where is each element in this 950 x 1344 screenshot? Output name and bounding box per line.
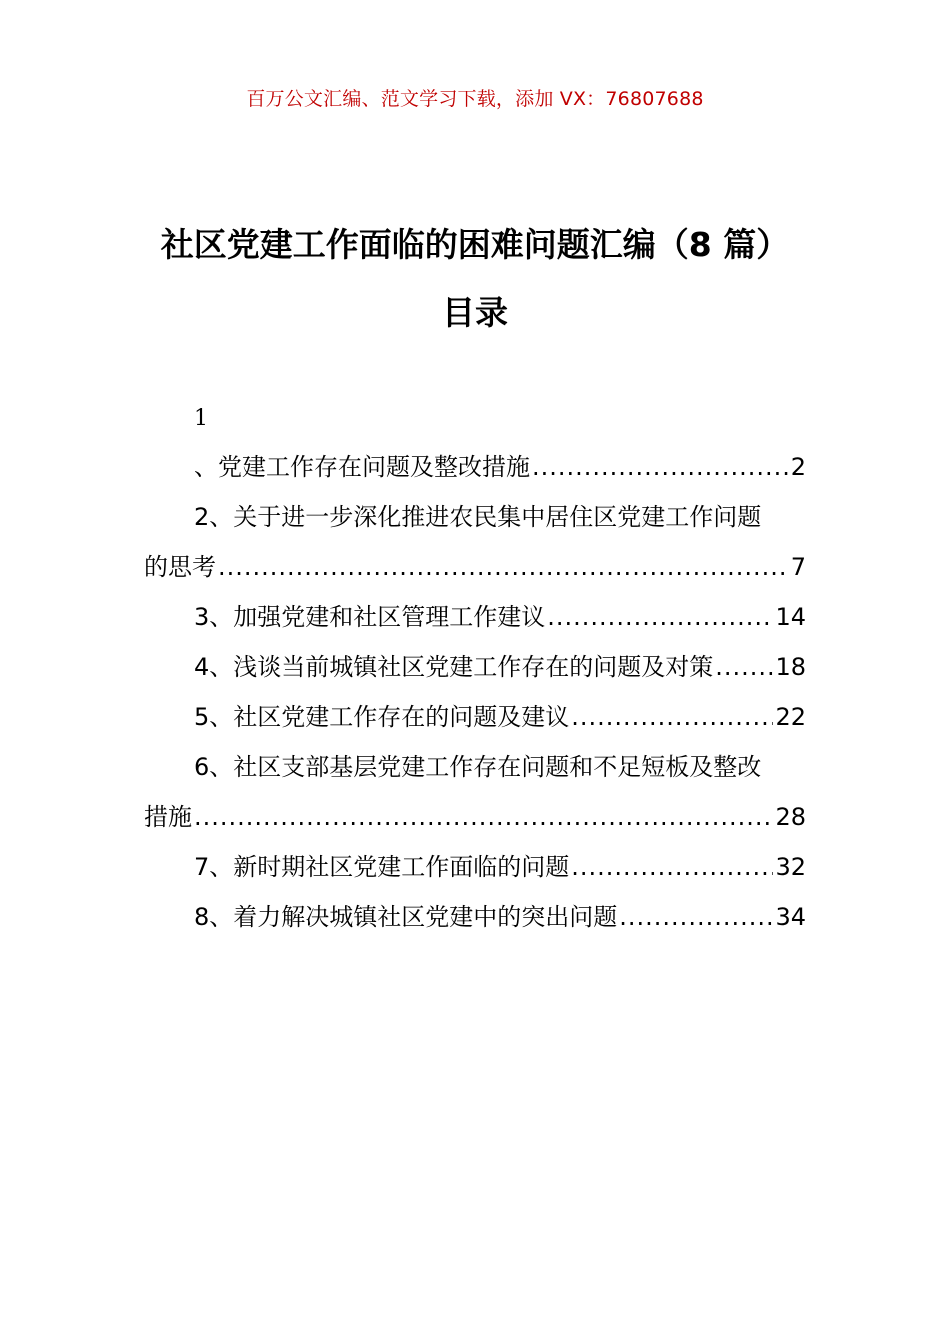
toc-entry-title: 3、加强党建和社区管理工作建议 [194, 603, 546, 631]
toc-page-number: 18 [775, 653, 806, 681]
toc-page-number: 7 [790, 553, 806, 581]
toc-entry-5[interactable] [144, 692, 806, 742]
toc-page-number: 32 [775, 853, 806, 881]
toc-entry-8[interactable] [144, 892, 806, 942]
toc-entry-title: 4、浅谈当前城镇社区党建工作存在的问题及对策 [194, 653, 714, 681]
toc-entry-3[interactable] [144, 592, 806, 642]
toc-entry-6[interactable] [144, 742, 806, 842]
toc-page-number: 22 [775, 703, 806, 731]
toc-page-number: 28 [775, 803, 806, 831]
dot-leader [532, 442, 789, 492]
header-note: 百万公文汇编、范文学习下载，添加 VX：76807688 [246, 88, 704, 110]
toc-entry-1[interactable] [144, 442, 806, 492]
dot-leader [715, 642, 773, 692]
dot-leader [218, 542, 789, 592]
dot-leader [571, 842, 773, 892]
toc-entry-title: 6、社区支部基层党建工作存在问题和不足短板及整改 [194, 753, 762, 781]
toc-entry-4[interactable] [144, 642, 806, 692]
dot-leader [571, 692, 773, 742]
toc-page-number: 34 [775, 903, 806, 931]
toc-entry-7[interactable] [144, 842, 806, 892]
toc-first-number: 1 [194, 406, 208, 431]
toc-heading: 目录 [442, 293, 508, 332]
toc-entry-title-continued: 的思考 [144, 553, 216, 581]
toc-entry-title: 2、关于进一步深化推进农民集中居住区党建工作问题 [194, 503, 762, 531]
dot-leader [619, 892, 773, 942]
toc-entry-title: 、党建工作存在问题及整改措施 [194, 453, 530, 481]
toc-entry-title: 5、社区党建工作存在的问题及建议 [194, 703, 570, 731]
toc-entry-2[interactable] [144, 492, 806, 592]
toc-entry-title-continued: 措施 [144, 803, 192, 831]
toc-entry-title: 8、着力解决城镇社区党建中的突出问题 [194, 903, 618, 931]
dot-leader [194, 792, 773, 842]
table-of-contents [144, 400, 806, 942]
toc-page-number: 2 [790, 453, 806, 481]
dot-leader [547, 592, 773, 642]
toc-entry-title: 7、新时期社区党建工作面临的问题 [194, 853, 570, 881]
toc-page-number: 14 [775, 603, 806, 631]
document-title: 社区党建工作面临的困难问题汇编（8 篇） [160, 225, 790, 264]
